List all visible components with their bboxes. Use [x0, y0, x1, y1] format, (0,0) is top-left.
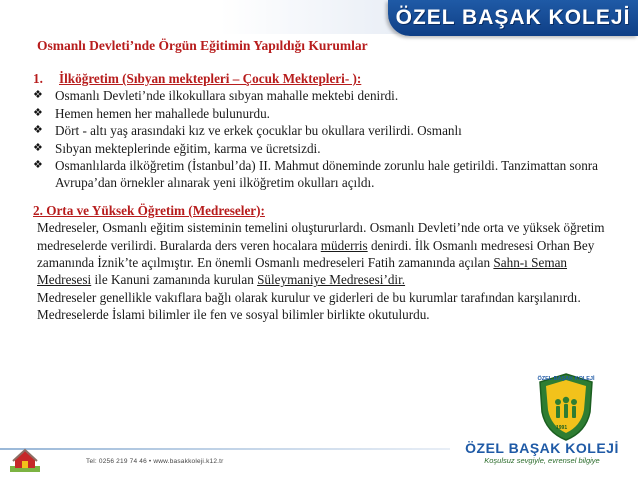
brand-name: ÖZEL BAŞAK KOLEJİ — [395, 6, 631, 29]
list-item — [33, 105, 608, 122]
list-item — [33, 122, 608, 139]
diamond-bullet-icon: ❖ — [33, 141, 43, 154]
term-suleymaniye: Süleymaniye Medresesi’dir. — [257, 272, 406, 288]
section1-number: 1. — [33, 71, 43, 86]
logo-top-label: ÖZEL BAŞAK KOLEJİ — [537, 376, 595, 382]
footer-divider — [0, 448, 450, 450]
diamond-bullet-icon: ❖ — [33, 89, 43, 102]
para-text: Medreseler, Osmanlı eğitim sisteminin temelini oluştururlardı. Osmanlı Devleti’nde orta ve yüksek öğretim medreselerde verilirdi. Buralarda ders veren hocalara — [37, 220, 605, 253]
diamond-bullet-icon: ❖ — [33, 159, 43, 172]
para-text: denirdi. İlk Osmanlı medresesi Orhan Bey zamanında İznik’te açılmıştır. En önemli Osmanlı medreseleri Fatih zamanında açılan — [37, 237, 595, 271]
section2-paragraph-2: Medreseler genellikle vakıflara bağlı olarak kurulur ve giderleri de bu kurumlar tarafından karşılanırdı. Medreselerde İslami bilimler ile fen ve sosyal bilimler birlikte okutulurdu. — [37, 289, 581, 323]
section1-bullet-list — [33, 87, 608, 191]
section2-heading: 2. Orta ve Yüksek Öğretim (Medreseler): — [33, 202, 265, 218]
diamond-bullet-icon: ❖ — [33, 106, 43, 119]
footer-contact: Tel: 0256 219 74 46 • www.basakkoleji.k12.tr — [86, 458, 224, 465]
bullet-text: Dört - altı yaş arasındaki kız ve erkek çocuklar bu okullara verilirdi. Osmanlı — [55, 123, 462, 139]
bullet-text: Osmanlılarda ilköğretim (İstanbul’da) II. Mahmut döneminde zorunlu hale getirildi. Tanzimattan sonra Avrupa’dan örnekler alınarak yeni ilköğretim okulları açıldı. — [55, 158, 599, 191]
slide-content — [33, 70, 608, 324]
section1-heading-text: İlköğretim (Sıbyan mektepleri – Çocuk Mektepleri- ): — [59, 71, 362, 86]
list-item — [33, 87, 608, 104]
logo-year: 1991 — [556, 425, 568, 431]
bullet-text: Hemen hemen her mahallede bulunurdu. — [55, 105, 270, 121]
term-sahn-i-seman: Sahn-ı Seman Medresesi — [37, 255, 568, 288]
bullet-text: Sıbyan mekteplerinde eğitim, karma ve ücretsizdi. — [55, 140, 321, 156]
section1-heading — [33, 70, 608, 87]
header-stripe — [0, 0, 400, 34]
bullet-text: Osmanlı Devleti’nde ilkokullara sıbyan mahalle mektebi denirdi. — [55, 88, 399, 104]
slide-title: Osmanlı Devleti’nde Örgün Eğitimin Yapıldığı Kurumlar — [37, 38, 368, 53]
logo-school-name: ÖZEL BAŞAK KOLEJİ — [465, 440, 619, 456]
diamond-bullet-icon: ❖ — [33, 124, 43, 137]
logo-top-text — [522, 372, 610, 412]
list-item — [33, 140, 608, 157]
section2-paragraph-1 — [33, 219, 608, 289]
house-icon — [10, 446, 40, 472]
logo-slogan: Koşulsuz sevgiyle, evrensel bilgiye — [484, 456, 600, 465]
term-muderris: müderris — [320, 237, 368, 253]
list-item — [33, 157, 608, 192]
brand-banner — [388, 0, 638, 36]
para-text: ile Kanuni zamanında kurulan — [91, 272, 258, 288]
